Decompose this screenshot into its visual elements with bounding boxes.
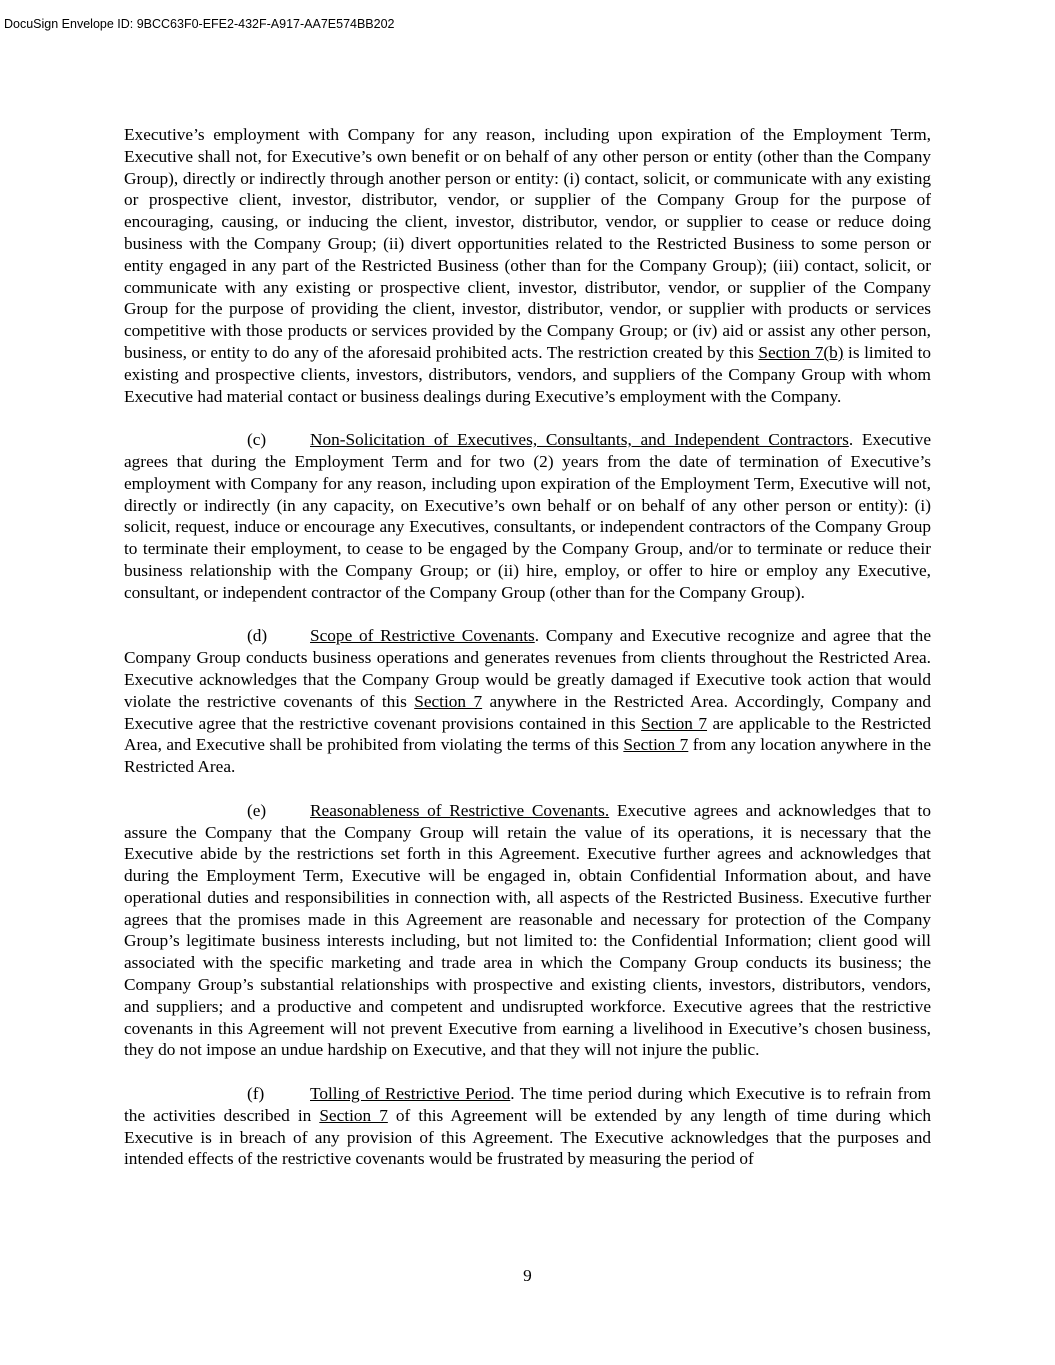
paragraph-label: (d) (247, 626, 268, 646)
paragraph-heading: Scope of Restrictive Covenants (310, 626, 535, 646)
paragraph-text: from any location anywhere in the Restricted Area. (124, 735, 931, 777)
page-number: 9 (523, 1266, 532, 1285)
paragraph-heading: Non-Solicitation of Executives, Consultants, and Independent Contractors (310, 430, 849, 450)
paragraph-heading: Tolling of Restrictive Period (310, 1084, 511, 1104)
paragraph-label: (f) (247, 1084, 265, 1104)
paragraph-text: . Company and Executive recognize and agree that the Company Group conducts business operations and generates revenues from clients throughout the Restricted Area. Executive acknowledges that the Company Group would be greatly damaged if Executive took action that would violate the restrictive covenants of this (124, 626, 931, 711)
paragraph-d (124, 625, 931, 778)
document-body (124, 124, 931, 1192)
paragraph-c (124, 429, 931, 603)
paragraph-label: (c) (247, 430, 267, 450)
section-reference: Section 7 (641, 713, 708, 733)
paragraph-continuation (124, 124, 931, 407)
envelope-id: DocuSign Envelope ID: 9BCC63F0-EFE2-432F-A917-AA7E574BB202 (4, 17, 395, 31)
paragraph-text: of this Agreement will be extended by any length of time during which Executive is in breach of any provision of this Agreement. The Executive acknowledges that the purposes and intended effects of the restrictive covenants would be frustrated by measuring the period of (124, 1105, 932, 1169)
section-reference: Section 7 (414, 691, 483, 711)
paragraph-text: is limited to existing and prospective clients, investors, distributors, vendors, and suppliers of the Company Group with whom Executive had material contact or business dealings during Executive’s employment with the Company. (124, 342, 932, 406)
paragraph-text: anywhere in the Restricted Area. Accordingly, Company and Executive agree that the restrictive covenant provisions contained in this (124, 691, 931, 733)
paragraph-text: . The time period during which Executive is to refrain from the activities described in (124, 1084, 931, 1125)
paragraph-e (124, 800, 931, 1062)
section-reference: Section 7 (319, 1105, 388, 1125)
section-reference: Section 7 (623, 735, 689, 755)
paragraph-text: Executive agrees that during the Employment Term and for two (2) years from the date of termination of Executive’s employment with Company for any reason, including upon expiration of the Employment Term, Executive will not, directly or indirectly (in any capacity, on Executive’s own behalf or on behalf of any other person or entity): (i) solicit, request, induce or encourage any Executives, consultants, or independent contractors of the Company Group to terminate their employment, to cease to be engaged by the Company Group, and/or to terminate or reduce their business relationship with the Company Group; or (ii) hire, employ, or offer to hire or employ any Executive, consultant, or independent contractor of the Company Group (other than for the Company Group). (124, 430, 931, 602)
paragraph-text: Executive agrees and acknowledges that to assure the Company that the Company Group will retain the value of its operations, it is necessary that the Executive abide by the restrictions set forth in this Agreement. Executive further agrees and acknowledges that during the Employment Term, Executive will be engaged in, obtain Confidential Information about, and have operational duties and responsibilities in connection with, all aspects of the Restricted Business. Executive further agrees that the promises made in this Agreement are reasonable and necessary for protection of the Company Group’s legitimate business interests including, but not limited to: the Confidential Information; client good will associated with the specific marketing and trade area in which the Company Group conducts its business; the Company Group’s substantial relationships with prospective and existing clients, investors, distributors, vendors, and suppliers; and a productive and competent and undisrupted workforce. Executive agrees that the restrictive covenants in this Agreement will not prevent Executive from earning a livelihood in Executive’s chosen business, they do not impose an undue hardship on Executive, and that they will not injure the public. (124, 800, 932, 1060)
paragraph-text: are applicable to the Restricted Area, and Executive shall be prohibited from violating the terms of this (124, 713, 931, 755)
paragraph-text: Executive’s employment with Company for any reason, including upon expiration of the Employment Term, Executive shall not, for Executive’s own benefit or on behalf of any other person or entity (other than the Company Group), directly or indirectly through another person or entity: (i) contact, solicit, or communicate with any existing or prospective client, investor, distributor, vendor, or supplier of the Company Group for the purpose of encouraging, causing, or inducing the client, investor, distributor, vendor, or supplier to cease or reduce doing business with the Company Group; (ii) divert opportunities related to the Restricted Business to some person or entity engaged in any part of the Restricted Business (other than for the Company Group); (iii) contact, solicit, or communicate with any existing or prospective client, investor, distributor, vendor, or supplier of the Company Group for the purpose of providing the client, investor, distributor, vendor, or supplier with products or services competitive with those products or services provided by the Company Group; or (iv) aid or assist any other person, business, or entity to do any of the aforesaid prohibited acts. The restriction created by this (124, 125, 931, 362)
paragraph-heading: Reasonableness of Restrictive Covenants. (310, 800, 610, 820)
paragraph-label: (e) (247, 800, 267, 820)
paragraph-text: . (848, 430, 854, 450)
paragraph-f (124, 1083, 931, 1170)
section-reference: Section 7(b) (758, 342, 844, 362)
